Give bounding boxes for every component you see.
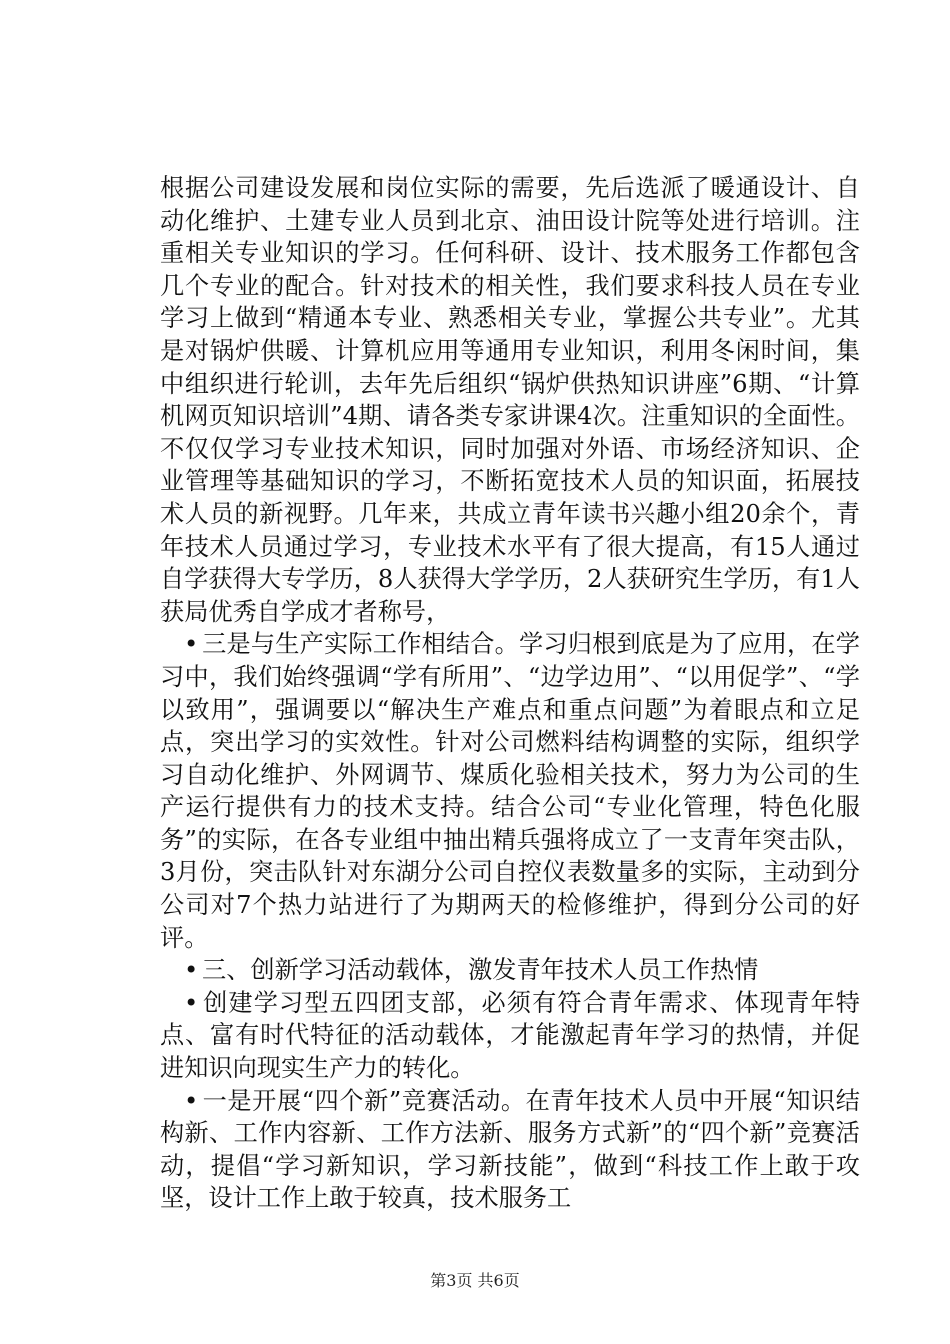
section-heading xyxy=(160,954,860,987)
paragraph-1-text: 根据公司建设发展和岗位实际的需要，先后选派了暖通设计、自动化维护、土建专业人员到北京、油田设计院等处进行培训。注重相关专业知识的学习。任何科研、设计、技术服务工作都包含几个专业的配合。针对技术的相关性，我们要求科技人员在专业学习上做到“精通本专业、熟悉相关专业，掌握公共专业”。尤其是对锅炉供暖、计算机应用等通用专业知识，利用冬闲时间，集中组织进行轮训，去年先后组织“锅炉供热知识讲座”6期、“计算机网页知识培训”4期、请各类专家讲课4次。注重知识的全面性。不仅仅学习专业技术知识，同时加强对外语、市场经济知识、企业管理等基础知识的学习，不断拓宽技术人员的知识面，拓展技术人员的新视野。几年来，共成立青年读书兴趣小组20余个，青年技术人员通过学习，专业技术水平有了很大提高，有15人通过自学获得大专学历，8人获得大学学历，2人获研究生学历，有1人获局优秀自学成才者称号， xyxy=(160,174,860,626)
bullet-icon: • xyxy=(184,956,199,985)
bullet-icon: • xyxy=(184,1086,199,1115)
document-body xyxy=(160,172,860,1215)
paragraph-4 xyxy=(160,987,860,1085)
paragraph-5-text: 一是开展“四个新”竞赛活动。在青年技术人员中开展“知识结构新、工作内容新、工作方法新、服务方式新”的“四个新”竞赛活动，提倡“学习新知识，学习新技能”，做到“科技工作上敢于攻坚，设计工作上敢于较真，技术服务工 xyxy=(160,1086,860,1213)
bullet-icon: • xyxy=(184,630,199,659)
paragraph-1 xyxy=(160,172,860,628)
section-heading-text: 三、创新学习活动载体，激发青年技术人员工作热情 xyxy=(202,956,759,985)
paragraph-2-text: 三是与生产实际工作相结合。学习归根到底是为了应用，在学习中，我们始终强调“学有所用”、“边学边用”、“以用促学”、“学以致用”，强调要以“解决生产难点和重点问题”为着眼点和立足点，突出学习的实效性。针对公司燃料结构调整的实际，组织学习自动化维护、外网调节、煤质化验相关技术，努力为公司的生产运行提供有力的技术支持。结合公司“专业化管理，特色化服务”的实际，在各专业组中抽出精兵强将成立了一支青年突击队，3月份，突击队针对东湖分公司自控仪表数量多的实际，主动到分公司对7个热力站进行了为期两天的检修维护，得到分公司的好评。 xyxy=(160,630,860,952)
paragraph-4-text: 创建学习型五四团支部，必须有符合青年需求、体现青年特点、富有时代特征的活动载体，才能激起青年学习的热情，并促进知识向现实生产力的转化。 xyxy=(160,988,860,1083)
paragraph-2 xyxy=(160,628,860,954)
bullet-icon: • xyxy=(184,988,199,1017)
page-footer: 第3页 共6页 xyxy=(430,1271,520,1290)
paragraph-5 xyxy=(160,1085,860,1215)
